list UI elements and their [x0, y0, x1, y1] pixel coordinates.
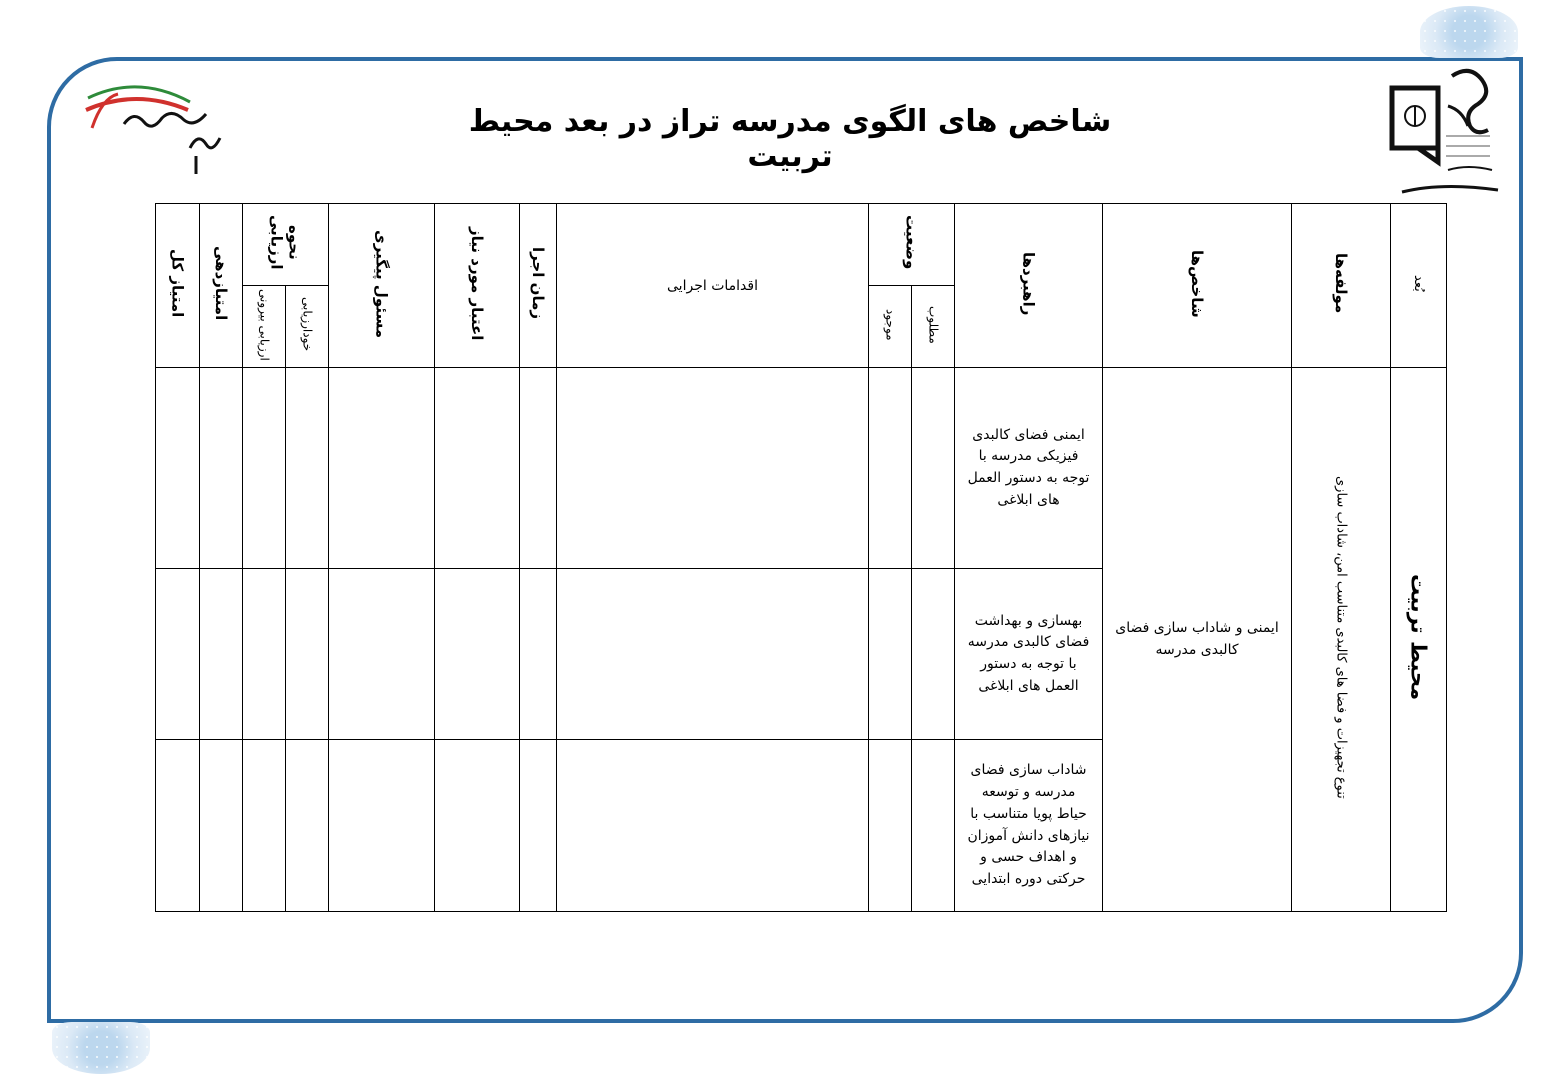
- top-right-ornament: [1420, 6, 1518, 58]
- emtiazdehi-cell-2[interactable]: [200, 569, 243, 740]
- header-eqdamat: اقدامات اجرایی: [557, 204, 869, 368]
- matloob-cell-3[interactable]: [912, 740, 955, 912]
- header-khod: خودارزیابی: [286, 286, 329, 368]
- header-zaman: زمان اجرا: [520, 204, 557, 368]
- zaman-cell-1[interactable]: [520, 368, 557, 569]
- ministry-logo: [1388, 66, 1506, 202]
- header-shakhes: شاخص‌ها: [1103, 204, 1292, 368]
- slogan-logo: [78, 78, 228, 178]
- header-mojood: موجود: [869, 286, 912, 368]
- etebar-cell-2[interactable]: [435, 569, 520, 740]
- mojood-cell-2[interactable]: [869, 569, 912, 740]
- biruni-cell-2[interactable]: [243, 569, 286, 740]
- masool-cell-3[interactable]: [329, 740, 435, 912]
- moalefe-cell: تنوع تجهیزات و فضا های کالبدی متناسب امن، شاداب سازی: [1292, 368, 1391, 912]
- rahbord-cell-1: ایمنی فضای کالبدی فیزیکی مدرسه با توجه به دستور العمل های ابلاغی: [955, 368, 1103, 569]
- header-bod: بُعد: [1391, 204, 1447, 368]
- mojood-cell-1[interactable]: [869, 368, 912, 569]
- emtiazkol-cell-1[interactable]: [156, 368, 200, 569]
- header-emtiazdehi: امتیازدهی: [200, 204, 243, 368]
- table-row: [156, 368, 1447, 569]
- header-biruni: ارزیابی بیرونی: [243, 286, 286, 368]
- masool-cell-2[interactable]: [329, 569, 435, 740]
- page-title: شاخص های الگوی مدرسه تراز در بعد محیط تربیت: [468, 104, 1112, 174]
- bod-cell: محیط تربیت: [1391, 368, 1447, 912]
- rahbord-cell-3: شاداب سازی فضای مدرسه و توسعه حیاط پویا متناسب با نیازهای دانش آموزان و اهداف حسی و حرکتی دوره ابتدایی: [955, 740, 1103, 912]
- indicator-table: [155, 203, 1447, 912]
- khod-cell-2[interactable]: [286, 569, 329, 740]
- eqdamat-cell-1[interactable]: [557, 368, 869, 569]
- khod-cell-3[interactable]: [286, 740, 329, 912]
- masool-cell-1[interactable]: [329, 368, 435, 569]
- header-moalefe: مولفه‌ها: [1292, 204, 1391, 368]
- header-emtiazkol: امتیاز کل: [156, 204, 200, 368]
- biruni-cell-3[interactable]: [243, 740, 286, 912]
- mojood-cell-3[interactable]: [869, 740, 912, 912]
- emtiazdehi-cell-1[interactable]: [200, 368, 243, 569]
- eqdamat-cell-3[interactable]: [557, 740, 869, 912]
- eqdamat-cell-2[interactable]: [557, 569, 869, 740]
- header-masool: مسئول پیگیری: [329, 204, 435, 368]
- header-etebar: اعتبار مورد نیاز: [435, 204, 520, 368]
- header-vaziat: وضعیت: [869, 204, 955, 286]
- matloob-cell-2[interactable]: [912, 569, 955, 740]
- zaman-cell-3[interactable]: [520, 740, 557, 912]
- khod-cell-1[interactable]: [286, 368, 329, 569]
- header-rahbord: راهبردها: [955, 204, 1103, 368]
- etebar-cell-1[interactable]: [435, 368, 520, 569]
- etebar-cell-3[interactable]: [435, 740, 520, 912]
- header-nahve: نحوه ارزیابی: [243, 204, 329, 286]
- zaman-cell-2[interactable]: [520, 569, 557, 740]
- emtiazdehi-cell-3[interactable]: [200, 740, 243, 912]
- matloob-cell-1[interactable]: [912, 368, 955, 569]
- emtiazkol-cell-3[interactable]: [156, 740, 200, 912]
- rahbord-cell-2: بهسازی و بهداشت فضای کالبدی مدرسه با توجه به دستور العمل های ابلاغی: [955, 569, 1103, 740]
- emtiazkol-cell-2[interactable]: [156, 569, 200, 740]
- biruni-cell-1[interactable]: [243, 368, 286, 569]
- header-row-1: [156, 204, 1447, 286]
- shakhes-cell: ایمنی و شاداب سازی فضای کالبدی مدرسه: [1103, 368, 1292, 912]
- header-matloob: مطلوب: [912, 286, 955, 368]
- bottom-left-ornament: [52, 1022, 150, 1074]
